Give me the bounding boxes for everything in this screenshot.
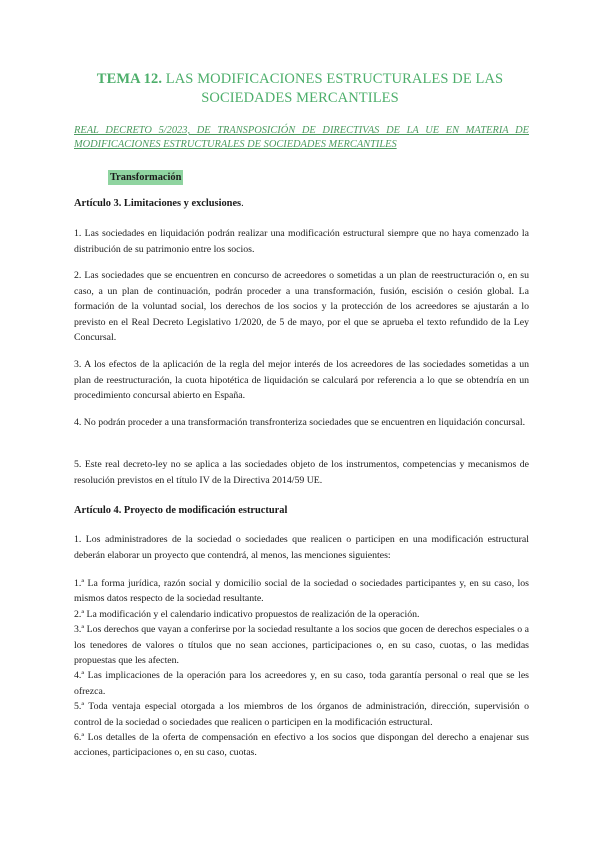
list-item: 2.ª La modificación y el calendario indicativo propuestos de realización de la operación. [74,608,420,620]
section-label: Transformación [110,172,182,183]
article-4-heading: Artículo 4. Proyecto de modificación estructural [74,505,288,516]
article-3-paragraph-2: 2. Las sociedades que se encuentren en concurso de acreedores o sometidas a un plan de reestructuración o, en su caso, a un plan de continuación, podrán proceder a una transformación, fusión, escisión o cesión global. La formación de la voluntad social, los derechos de los socios y la protección de los acreedores se ajustarán a lo previsto en el Real Decreto Legislativo 1/2020, de 5 de mayo, por el que se aprueba el texto refundido de la Ley Concursal. [74,270,529,343]
law-subtitle: REAL DECRETO 5/2023, DE TRANSPOSICIÓN DE DIRECTIVAS DE LA UE EN MATERIA DE MODIFICACIONES ESTRUCTURALES DE SOCIEDADES MERCANTILES [74,125,529,150]
article-3-heading-text: Artículo 3. Limitaciones y exclusiones [74,198,242,209]
list-item: 3.ª Los derechos que vayan a conferirse por la sociedad resultante a los socios que gocen de derechos especiales o a los tenedores de valores o títulos que no sean acciones, participaciones o, en su caso, cuotas, o las medidas propuestas que les afecten. [74,624,529,667]
section-label-wrap [108,167,183,185]
article-3-paragraph-5: 5. Este real decreto-ley no se aplica a las sociedades objeto de los instrumentos, competencias y mecanismos de resolución previstos en el título IV de la Directiva 2014/59 UE. [74,459,529,486]
article-3-paragraph-4: 4. No podrán proceder a una transformación transfronteriza sociedades que se encuentren en liquidación concursal. [74,417,526,428]
title-text: LAS MODIFICACIONES ESTRUCTURALES DE LAS SOCIEDADES MERCANTILES [162,71,504,106]
list-item: 6.ª Los detalles de la oferta de compensación en efectivo a los socios que dispongan del derecho a enajenar sus acciones, participaciones o, en su caso, cuotas. [74,732,529,759]
article-3-heading [74,198,244,209]
article-3-paragraph-1: 1. Las sociedades en liquidación podrán realizar una modificación estructural siempre que no haya comenzado la distribución de su patrimonio entre los socios. [74,228,529,255]
article-4-paragraph-1: 1. Los administradores de la sociedad o sociedades que realicen o participen en una modificación estructural deberán elaborar un proyecto que contendrá, al menos, las menciones siguientes: [74,534,529,561]
article-3-paragraph-3: 3. A los efectos de la aplicación de la regla del mejor interés de los acreedores de las sociedades sometidas a un plan de reestructuración, la cuota hipotética de liquidación se calculará por referencia a lo que se obtendría en un procedimiento concursal abierto en España. [74,359,529,401]
list-item: 5.ª Toda ventaja especial otorgada a los miembros de los órganos de administración, dirección, supervisión o control de la sociedad o sociedades que realicen o participen en la modificación estructural. [74,701,529,728]
list-item: 4.ª Las implicaciones de la operación para los acreedores y, en su caso, toda garantía personal o real que se les ofrezca. [74,670,529,697]
article-4-list [74,576,529,761]
list-item: 1.ª La forma jurídica, razón social y domicilio social de la sociedad o sociedades participantes y, en su caso, los mismos datos respecto de la sociedad resultante. [74,578,529,605]
page-title [60,70,540,108]
article-3-heading-suffix: . [241,198,244,209]
title-number: TEMA 12. [96,71,163,87]
